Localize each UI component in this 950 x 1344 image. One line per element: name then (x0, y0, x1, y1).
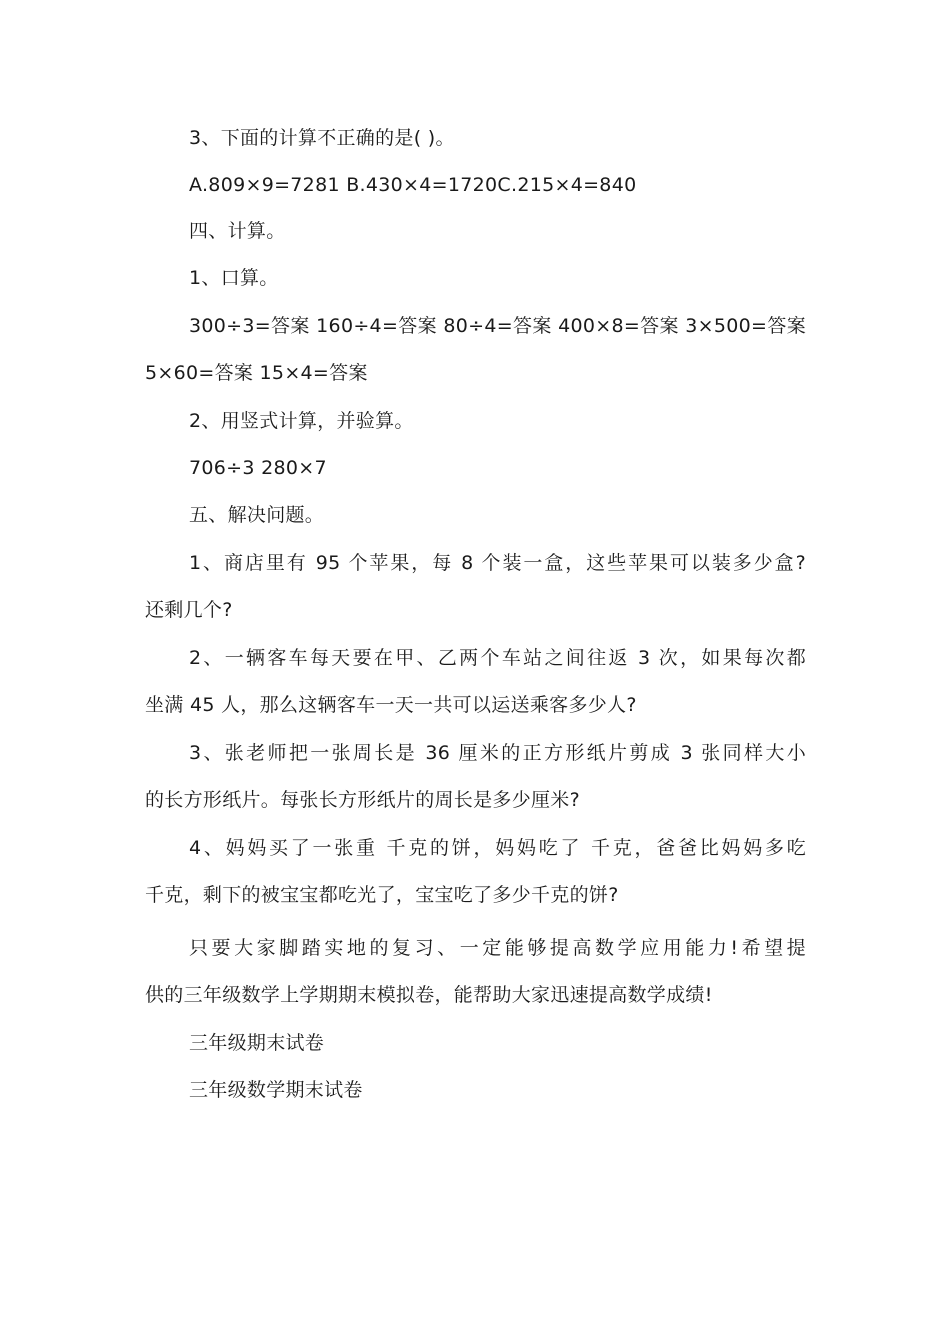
problem-3-line-1: 3、张老师把一张周长是 36 厘米的正方形纸片剪成 3 张同样大小 (189, 742, 806, 764)
section-5-heading: 五、解决问题。 (189, 504, 325, 526)
vertical-calculation-items: 706÷3 280×7 (189, 457, 327, 479)
vertical-calculation-heading: 2、用竖式计算，并验算。 (189, 410, 414, 432)
question-3-multiple-choice: 3、下面的计算不正确的是( )。 (189, 127, 455, 149)
problem-4-line-1: 4、妈妈买了一张重 千克的饼，妈妈吃了 千克，爸爸比妈妈多吃 (189, 837, 806, 859)
problem-2-line-1: 2、一辆客车每天要在甲、乙两个车站之间往返 3 次，如果每次都 (189, 647, 806, 669)
problem-3-line-2: 的长方形纸片。每张长方形纸片的周长是多少厘米? (145, 789, 580, 811)
problem-4-line-2: 千克，剩下的被宝宝都吃光了，宝宝吃了多少千克的饼? (145, 884, 619, 906)
question-3-options: A.809×9=7281 B.430×4=1720C.215×4=840 (189, 174, 637, 196)
mental-math-row-2: 5×60=答案 15×4=答案 (145, 362, 368, 384)
problem-2-line-2: 坐满 45 人，那么这辆客车一天一共可以运送乘客多少人? (145, 694, 637, 716)
related-link-1: 三年级期末试卷 (189, 1032, 325, 1054)
mental-math-row-1: 300÷3=答案 160÷4=答案 80÷4=答案 400×8=答案 3×500=答案 (189, 315, 806, 337)
section-4-heading: 四、计算。 (189, 220, 286, 242)
closing-paragraph-line-2: 供的三年级数学上学期期末模拟卷，能帮助大家迅速提高数学成绩! (145, 984, 713, 1006)
mental-math-heading: 1、口算。 (189, 267, 279, 289)
related-link-2: 三年级数学期末试卷 (189, 1079, 363, 1101)
problem-1-line-2: 还剩几个? (145, 599, 233, 621)
problem-1-line-1: 1、商店里有 95 个苹果，每 8 个装一盒，这些苹果可以装多少盒? (189, 552, 806, 574)
closing-paragraph-line-1: 只要大家脚踏实地的复习、一定能够提高数学应用能力!希望提 (189, 937, 806, 959)
